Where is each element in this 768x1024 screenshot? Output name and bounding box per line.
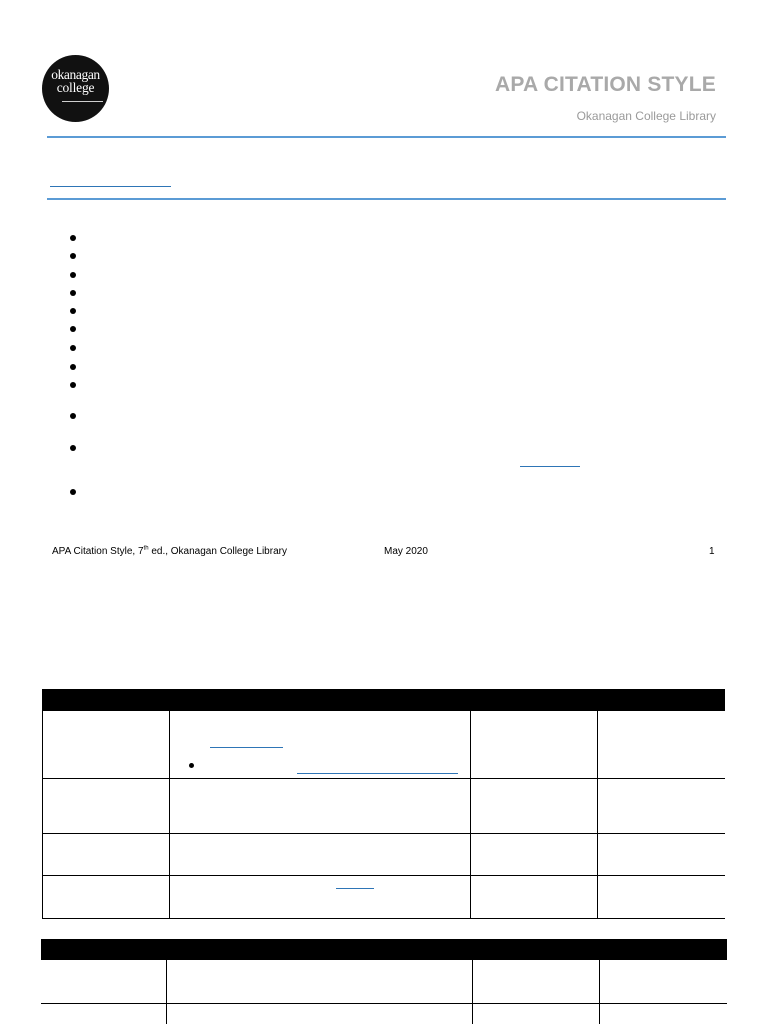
table-2 <box>41 939 727 1024</box>
section-divider <box>47 198 726 200</box>
table-column-divider <box>166 960 167 1024</box>
page-number: 1 <box>709 546 715 557</box>
list-item-bullet <box>70 445 76 451</box>
list-item-bullet <box>70 345 76 351</box>
table-column-divider <box>472 960 473 1024</box>
footer-date: May 2020 <box>384 546 428 557</box>
list-item-bullet <box>70 253 76 259</box>
table-row-divider <box>42 918 725 919</box>
list-item-bullet <box>70 235 76 241</box>
list-item-bullet <box>70 364 76 370</box>
list-item-bullet <box>70 272 76 278</box>
logo-rule <box>62 101 103 102</box>
document-title: APA CITATION STYLE <box>495 73 716 96</box>
list-item-bullet <box>70 290 76 296</box>
table-row-divider <box>42 875 725 876</box>
table-link-underline[interactable] <box>336 888 374 889</box>
logo-text-line1: okanagan <box>51 67 100 82</box>
table-column-divider <box>599 960 600 1024</box>
table-1 <box>42 689 725 919</box>
table-border-left <box>42 711 43 918</box>
table-link-underline[interactable] <box>210 747 283 748</box>
table-header-row <box>41 939 727 960</box>
table-column-divider <box>169 711 170 918</box>
table-header-row <box>42 689 725 711</box>
list-item-bullet <box>70 326 76 332</box>
inline-link-underline[interactable] <box>520 466 580 467</box>
logo-text-line2: college <box>56 80 95 95</box>
table-link-underline[interactable] <box>297 773 458 774</box>
table-cell-bullet <box>189 763 194 768</box>
table-row-divider <box>42 833 725 834</box>
list-item-bullet <box>70 308 76 314</box>
table-row-divider <box>41 1003 727 1004</box>
footer-left: APA Citation Style, 7th ed., Okanagan College Library <box>52 545 287 557</box>
okanagan-college-logo <box>42 55 109 122</box>
section-link-underline[interactable] <box>50 186 171 187</box>
document-subtitle: Okanagan College Library <box>576 109 716 123</box>
list-item-bullet <box>70 489 76 495</box>
header-divider <box>47 136 726 138</box>
table-column-divider <box>470 711 471 918</box>
list-item-bullet <box>70 382 76 388</box>
table-row-divider <box>42 778 725 779</box>
list-item-bullet <box>70 413 76 419</box>
table-column-divider <box>597 711 598 918</box>
